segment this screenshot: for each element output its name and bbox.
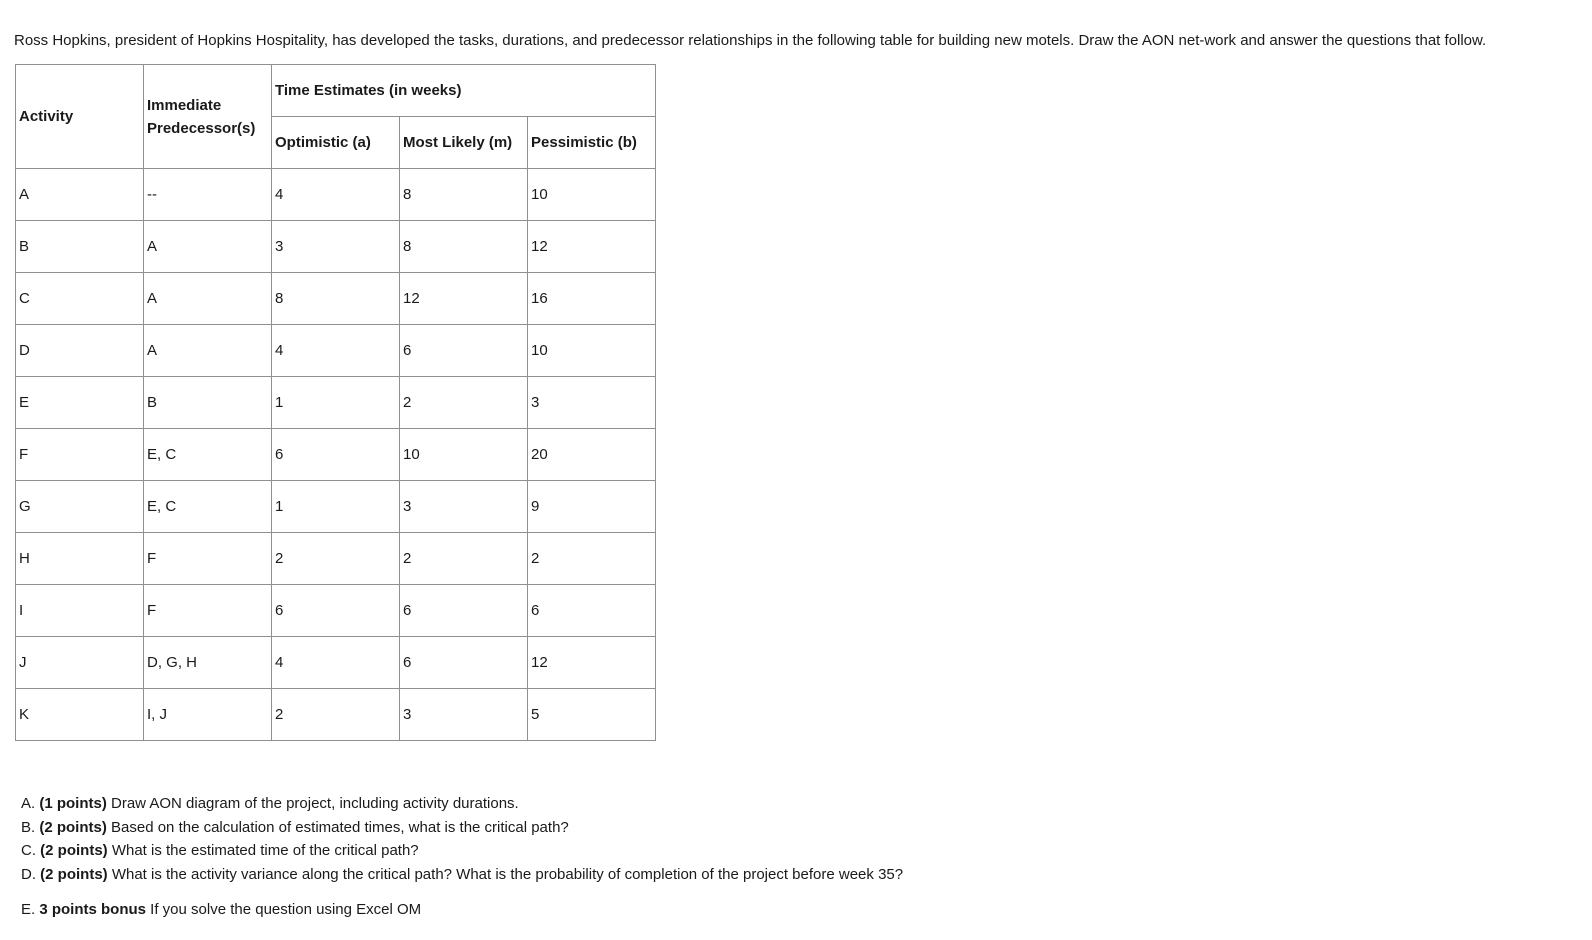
question-text: Draw AON diagram of the project, including activity durations. bbox=[106, 795, 519, 812]
table-row bbox=[16, 533, 656, 585]
question-points: (2 points) bbox=[40, 865, 108, 883]
question-c bbox=[21, 839, 903, 863]
cell-optimistic: 3 bbox=[272, 221, 400, 273]
cell-optimistic: 4 bbox=[272, 637, 400, 689]
question-e bbox=[21, 898, 903, 922]
cell-activity: A bbox=[16, 169, 144, 221]
cell-activity: D bbox=[16, 325, 144, 377]
question-text: Based on the calculation of estimated times, what is the critical path? bbox=[106, 818, 569, 836]
cell-optimistic: 4 bbox=[272, 325, 400, 377]
cell-optimistic: 8 bbox=[272, 273, 400, 325]
cell-pessimistic: 10 bbox=[528, 325, 656, 377]
table-row bbox=[16, 429, 656, 481]
table-row bbox=[16, 221, 656, 273]
table-row bbox=[16, 325, 656, 377]
table-row bbox=[16, 585, 656, 637]
question-text: What is the estimated time of the critical path? bbox=[107, 842, 419, 859]
cell-activity: H bbox=[16, 533, 144, 585]
cell-activity: B bbox=[16, 221, 144, 273]
header-pessimistic: Pessimistic (b) bbox=[528, 117, 656, 169]
cell-predecessors: I, J bbox=[144, 689, 272, 741]
cell-most-likely: 8 bbox=[400, 169, 528, 221]
question-prefix: A. bbox=[21, 795, 40, 812]
question-points: 3 points bonus bbox=[39, 901, 147, 918]
table-row bbox=[16, 637, 656, 689]
activity-table bbox=[15, 64, 656, 741]
header-predecessors: Immediate Predecessor(s) bbox=[144, 65, 272, 169]
table-row bbox=[16, 689, 656, 741]
cell-activity: F bbox=[16, 429, 144, 481]
header-row-top bbox=[16, 65, 656, 117]
cell-most-likely: 6 bbox=[400, 585, 528, 637]
cell-predecessors: E, C bbox=[144, 481, 272, 533]
cell-predecessors: A bbox=[144, 325, 272, 377]
cell-optimistic: 2 bbox=[272, 689, 400, 741]
table-row bbox=[16, 481, 656, 533]
question-prefix: E. bbox=[21, 901, 40, 918]
cell-optimistic: 6 bbox=[272, 429, 400, 481]
cell-predecessors: -- bbox=[144, 169, 272, 221]
cell-optimistic: 2 bbox=[272, 533, 400, 585]
question-points: (2 points) bbox=[40, 842, 108, 859]
question-prefix: B. bbox=[21, 818, 40, 836]
cell-optimistic: 6 bbox=[272, 585, 400, 637]
cell-pessimistic: 12 bbox=[528, 637, 656, 689]
cell-pessimistic: 6 bbox=[528, 585, 656, 637]
question-a bbox=[21, 792, 903, 816]
cell-pessimistic: 20 bbox=[528, 429, 656, 481]
cell-most-likely: 6 bbox=[400, 637, 528, 689]
cell-most-likely: 3 bbox=[400, 689, 528, 741]
cell-predecessors: B bbox=[144, 377, 272, 429]
question-prefix: C. bbox=[21, 842, 41, 859]
cell-predecessors: A bbox=[144, 221, 272, 273]
cell-pessimistic: 12 bbox=[528, 221, 656, 273]
cell-pessimistic: 3 bbox=[528, 377, 656, 429]
cell-predecessors: F bbox=[144, 533, 272, 585]
question-b bbox=[21, 816, 903, 840]
header-optimistic: Optimistic (a) bbox=[272, 117, 400, 169]
cell-most-likely: 8 bbox=[400, 221, 528, 273]
cell-pessimistic: 9 bbox=[528, 481, 656, 533]
question-prefix: D. bbox=[21, 865, 41, 883]
cell-predecessors: E, C bbox=[144, 429, 272, 481]
cell-most-likely: 3 bbox=[400, 481, 528, 533]
cell-pessimistic: 10 bbox=[528, 169, 656, 221]
cell-predecessors: D, G, H bbox=[144, 637, 272, 689]
cell-predecessors: A bbox=[144, 273, 272, 325]
cell-optimistic: 1 bbox=[272, 481, 400, 533]
question-points: (2 points) bbox=[39, 818, 107, 836]
cell-activity: I bbox=[16, 585, 144, 637]
table-row bbox=[16, 273, 656, 325]
cell-most-likely: 10 bbox=[400, 429, 528, 481]
problem-statement: Ross Hopkins, president of Hopkins Hospitality, has developed the tasks, durations, and predecessor relationships in the following table for building new motels. Draw the AON net-work and answer the questions that follow. bbox=[14, 32, 1487, 49]
question-d bbox=[21, 863, 903, 887]
cell-activity: E bbox=[16, 377, 144, 429]
cell-activity: G bbox=[16, 481, 144, 533]
cell-pessimistic: 5 bbox=[528, 689, 656, 741]
question-text: What is the activity variance along the critical path? What is the probability of completion of the project before week 35? bbox=[107, 865, 904, 883]
table-row bbox=[16, 377, 656, 429]
cell-optimistic: 1 bbox=[272, 377, 400, 429]
cell-pessimistic: 2 bbox=[528, 533, 656, 585]
cell-activity: J bbox=[16, 637, 144, 689]
cell-most-likely: 12 bbox=[400, 273, 528, 325]
header-time-estimates: Time Estimates (in weeks) bbox=[272, 65, 656, 117]
header-most-likely: Most Likely (m) bbox=[400, 117, 528, 169]
question-list bbox=[21, 792, 903, 922]
cell-activity: K bbox=[16, 689, 144, 741]
cell-most-likely: 6 bbox=[400, 325, 528, 377]
cell-optimistic: 4 bbox=[272, 169, 400, 221]
table-row bbox=[16, 169, 656, 221]
cell-activity: C bbox=[16, 273, 144, 325]
question-text: If you solve the question using Excel OM bbox=[146, 901, 422, 918]
header-activity: Activity bbox=[16, 65, 144, 169]
cell-predecessors: F bbox=[144, 585, 272, 637]
cell-pessimistic: 16 bbox=[528, 273, 656, 325]
cell-most-likely: 2 bbox=[400, 377, 528, 429]
cell-most-likely: 2 bbox=[400, 533, 528, 585]
question-points: (1 points) bbox=[39, 795, 107, 812]
